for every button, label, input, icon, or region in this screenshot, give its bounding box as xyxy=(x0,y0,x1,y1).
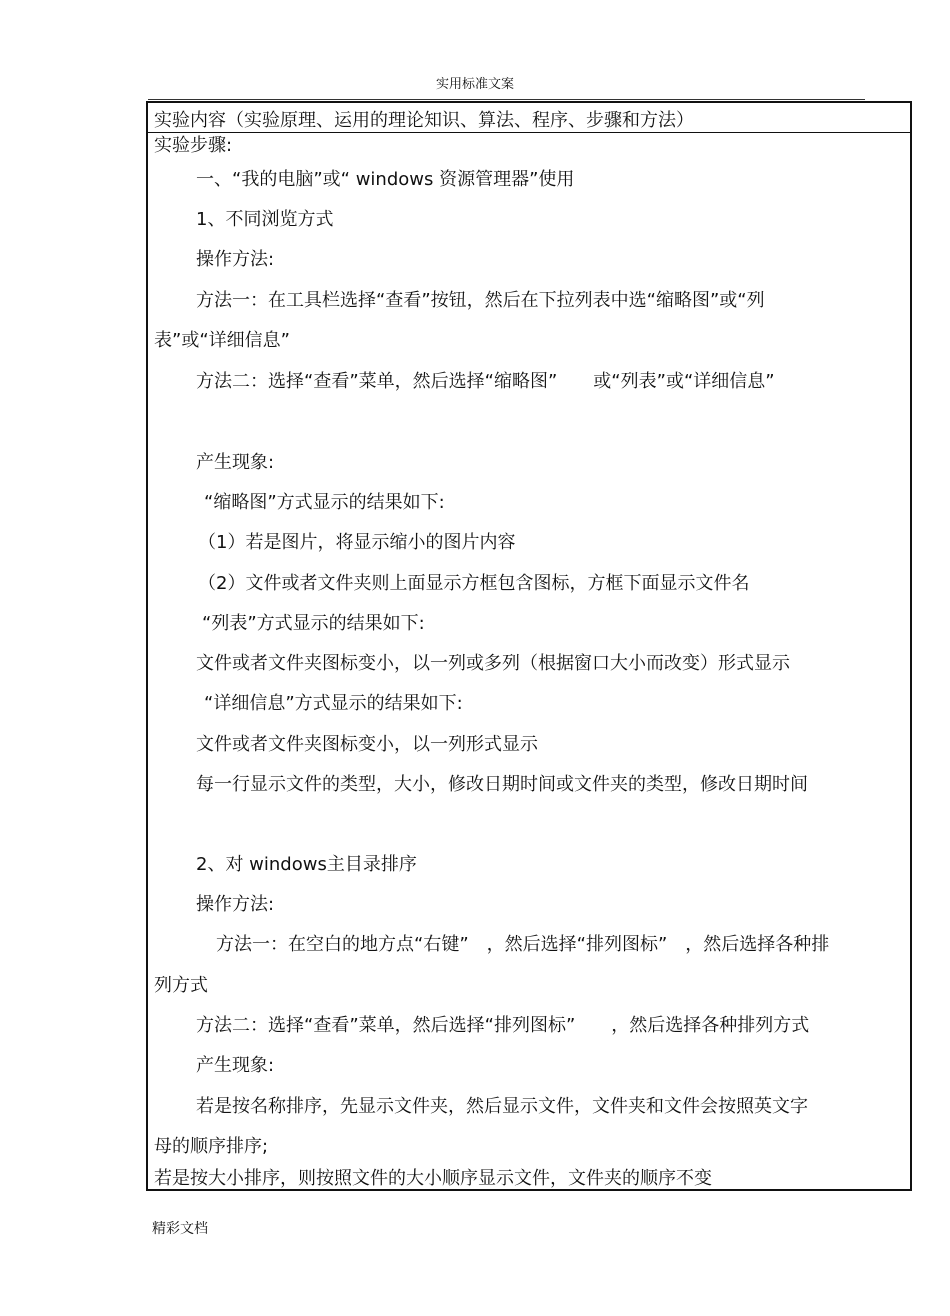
subsection-2-title: 2、对 windows主目录排序 xyxy=(196,854,417,875)
sort-method-1-text-cont: 列方式 xyxy=(154,975,208,996)
header-rule xyxy=(148,99,865,100)
page-header-title: 实用标准文案 xyxy=(435,77,514,92)
steps-label: 实验步骤: xyxy=(154,135,233,156)
sort-by-size-text: 若是按大小排序，则按照文件的大小顺序显示文件，文件夹的顺序不变 xyxy=(154,1168,712,1189)
section-1-title: 一、“我的电脑”或“ windows 资源管理器”使用 xyxy=(196,169,575,190)
experiment-table xyxy=(146,101,912,1191)
details-result-text-2: 每一行显示文件的类型，大小，修改日期时间或文件夹的类型，修改日期时间 xyxy=(196,774,808,795)
phenomenon-label-2: 产生现象: xyxy=(196,1055,275,1076)
method-2-text: 方法二：选择“查看”菜单，然后选择“缩略图” 或“列表”或“详细信息” xyxy=(196,371,775,392)
method-1-text: 方法一：在工具栏选择“查看”按钮，然后在下拉列表中选“缩略图”或“列 xyxy=(196,290,765,311)
operation-label: 操作方法: xyxy=(196,249,275,270)
details-result-label: “详细信息”方式显示的结果如下: xyxy=(204,693,463,714)
table-heading: 实验内容（实验原理、运用的理论知识、算法、程序、步骤和方法） xyxy=(154,110,694,131)
page-footer-text: 精彩文档 xyxy=(152,1221,208,1237)
table-heading-row xyxy=(148,103,910,133)
operation-label-2: 操作方法: xyxy=(196,894,275,915)
thumbnail-item-1: （1）若是图片，将显示缩小的图片内容 xyxy=(198,532,516,553)
list-result-label: “列表”方式显示的结果如下: xyxy=(202,613,425,634)
sort-method-1-text: 方法一：在空白的地方点“右键” ，然后选择“排列图标” ，然后选择各种排 xyxy=(216,934,830,955)
sort-method-2-text: 方法二：选择“查看”菜单，然后选择“排列图标” ，然后选择各种排列方式 xyxy=(196,1015,810,1036)
method-1-text-cont: 表”或“详细信息” xyxy=(154,330,290,351)
thumbnail-result-label: “缩略图”方式显示的结果如下: xyxy=(204,492,445,513)
list-result-text: 文件或者文件夹图标变小，以一列或多列（根据窗口大小而改变）形式显示 xyxy=(196,653,790,674)
details-result-text-1: 文件或者文件夹图标变小，以一列形式显示 xyxy=(196,734,538,755)
phenomenon-label: 产生现象: xyxy=(196,452,275,473)
sort-by-name-text: 若是按名称排序，先显示文件夹，然后显示文件，文件夹和文件会按照英文字 xyxy=(196,1096,808,1117)
subsection-1-title: 1、不同浏览方式 xyxy=(196,209,334,230)
sort-by-name-text-cont: 母的顺序排序; xyxy=(154,1136,269,1157)
thumbnail-item-2: （2）文件或者文件夹则上面显示方框包含图标，方框下面显示文件名 xyxy=(198,573,750,594)
